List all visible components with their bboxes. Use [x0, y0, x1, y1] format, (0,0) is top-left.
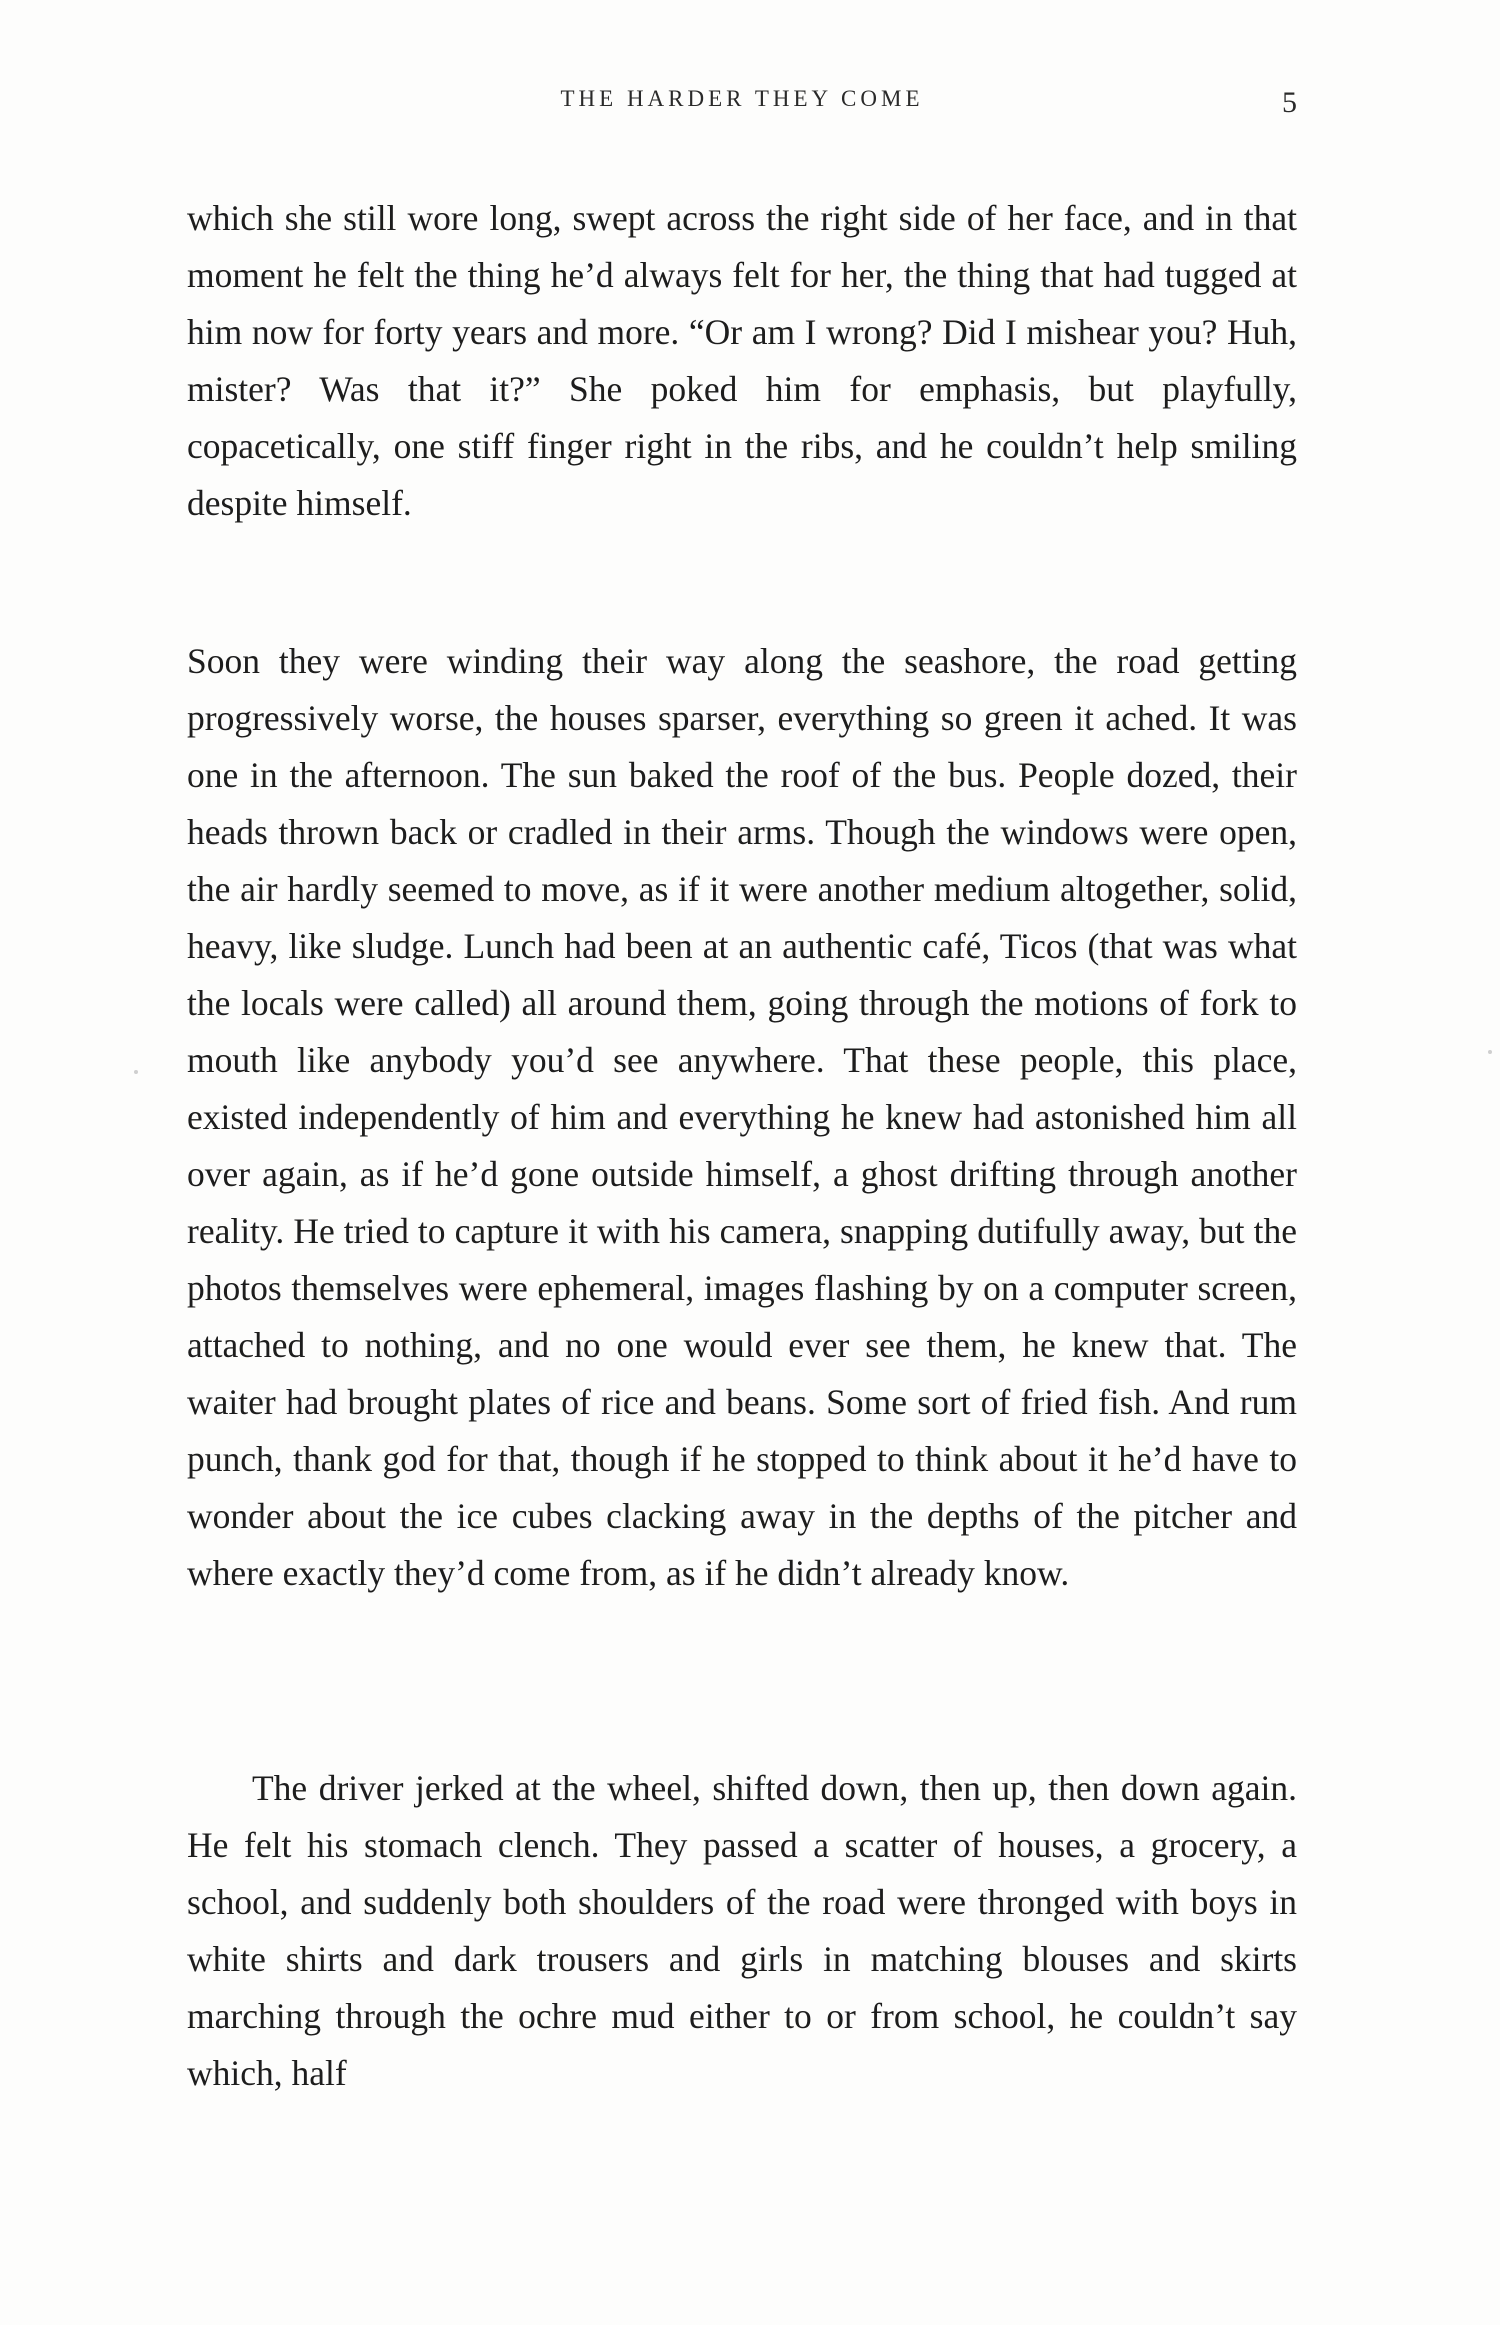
paragraph-text: which she still wore long, swept across the right side of her face, and in that moment he felt the thing he’d always felt for her, the thing that had tugged at him now for forty years and more. “Or am I wrong? Did I mishear you? Huh, mister? Was that it?” She poked him for emphasis, but playfully, copacetically, one stiff finger right in the ribs, and he couldn’t help smiling despite himself. — [187, 198, 1297, 523]
paragraph-continuation — [187, 190, 1297, 532]
indented-paragraph — [187, 1760, 1297, 2102]
section-opening-paragraph — [187, 633, 1297, 1602]
running-title: THE HARDER THEY COME — [560, 86, 924, 111]
paragraph-text: Soon they were winding their way along the seashore, the road getting progressively worse, the houses sparser, everything so green it ached. It was one in the afternoon. The sun baked the roof of the bus. People dozed, their heads thrown back or cradled in their arms. Though the windows were open, the air hardly seemed to move, as if it were another medium altogether, solid, heavy, like sludge. Lunch had been at an authentic café, Ticos (that was what the locals were called) all around them, going through the motions of fork to mouth like anybody you’d see anywhere. That these people, this place, existed independently of him and everything he knew had astonished him all over again, as if he’d gone outside himself, a ghost drifting through another reality. He tried to capture it with his camera, snapping dutifully away, but the photos themselves were ephemeral, images flashing by on a computer screen, attached to nothing, and no one would ever see them, he knew that. The waiter had brought plates of rice and beans. Some sort of fried fish. And rum punch, thank god for that, though if he stopped to think about it he’d have to wonder about the ice cubes clacking away in the depths of the pitcher and where exactly they’d come from, as if he didn’t already know. — [187, 641, 1297, 1593]
page-number: 5 — [1282, 86, 1297, 119]
paragraph-text: The driver jerked at the wheel, shifted down, then up, then down again. He felt his stomach clench. They passed a scatter of houses, a grocery, a school, and suddenly both shoulders of the road were thronged with boys in white shirts and dark trousers and girls in matching blouses and skirts marching through the ochre mud either to or from school, he couldn’t say which, half — [187, 1768, 1297, 2093]
running-head — [187, 86, 1297, 126]
scan-speck — [1488, 1050, 1492, 1054]
scan-speck — [134, 1070, 138, 1074]
